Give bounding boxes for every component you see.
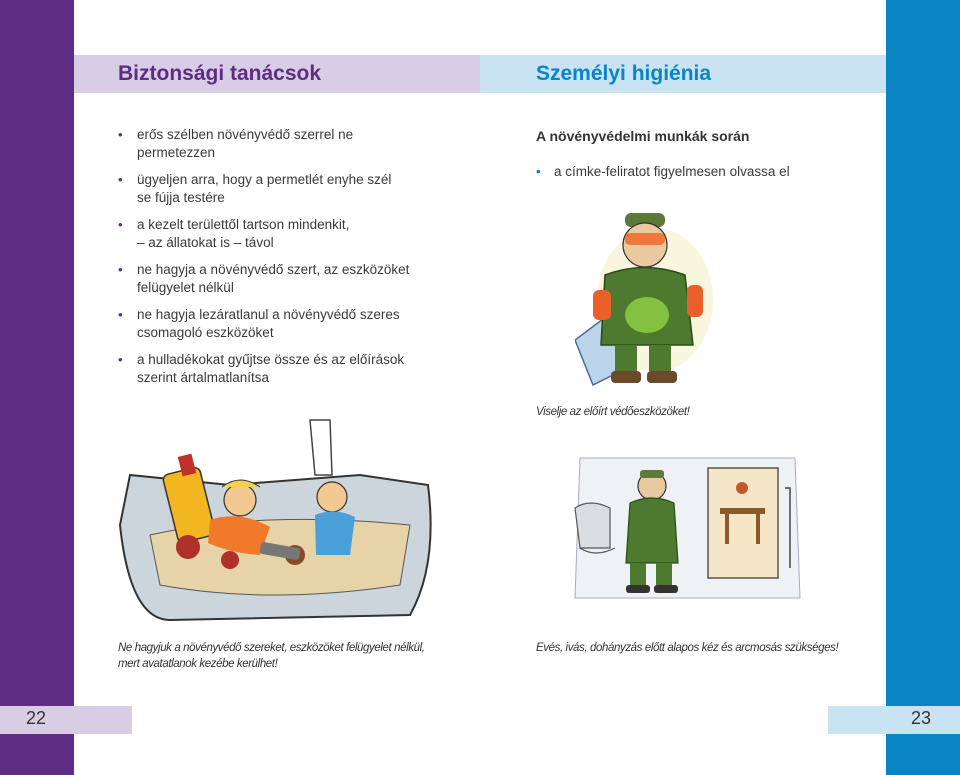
bin-caption-line: Ne hagyjuk a növényvédő szereket, eszközöket felügyelet nélkül, xyxy=(118,642,425,654)
page-number-left: 22 xyxy=(26,708,47,728)
tip-line: erős szélben növényvédő szerrel ne xyxy=(137,127,354,142)
page-number-right: 23 xyxy=(911,708,932,728)
hygiene-item-text: a címke-feliratot figyelmesen olvassa el xyxy=(554,164,790,179)
tip-line: ne hagyja a növényvédő szert, az eszközöket xyxy=(137,262,410,277)
tip-line: szerint ártalmatlanítsa xyxy=(137,370,270,385)
tip-line: a kezelt területtől tartson mindenkit, xyxy=(137,217,350,232)
tip-line: permetezzen xyxy=(137,145,216,160)
protective-gear-illustration xyxy=(575,205,725,395)
left-page-title: Biztonsági tanácsok xyxy=(118,62,322,85)
bullet-icon: • xyxy=(118,217,123,232)
tip-line: csomagoló eszközöket xyxy=(137,325,274,340)
tip-line: a hulladékokat gyűjtse össze és az előírások xyxy=(137,352,405,367)
children-bin-illustration xyxy=(110,415,440,625)
handwashing-illustration xyxy=(560,448,815,613)
list-item xyxy=(117,216,467,252)
list-item xyxy=(117,261,467,297)
list-item xyxy=(117,306,467,342)
list-item xyxy=(536,164,790,179)
bullet-icon: • xyxy=(118,352,123,367)
bullet-icon: • xyxy=(536,164,541,179)
bin-caption xyxy=(118,640,448,672)
gear-caption: Viselje az előírt védőeszközöket! xyxy=(536,406,690,418)
bullet-icon: • xyxy=(118,307,123,322)
list-item xyxy=(117,126,467,162)
hygiene-list xyxy=(536,164,790,179)
bullet-icon: • xyxy=(118,172,123,187)
tip-line: ügyeljen arra, hogy a permetlét enyhe szél xyxy=(137,172,392,187)
right-page-number-bar xyxy=(828,706,960,734)
tip-line: ne hagyja lezáratlanul a növényvédő szeres xyxy=(137,307,400,322)
wash-caption: Evés, ivás, dohányzás előtt alapos kéz és arcmosás szükséges! xyxy=(536,642,839,654)
tip-line: felügyelet nélkül xyxy=(137,280,234,295)
hygiene-subheading: A növényvédelmi munkák során xyxy=(536,128,750,144)
tip-line: – az állatokat is – távol xyxy=(137,235,274,250)
safety-tips-list xyxy=(117,126,467,396)
left-side-band xyxy=(0,0,74,775)
bin-caption-line: mert avatatlanok kezébe kerülhet! xyxy=(118,658,278,670)
list-item xyxy=(117,351,467,387)
list-item xyxy=(117,171,467,207)
tip-line: se fújja testére xyxy=(137,190,225,205)
left-page-number-bar xyxy=(0,706,132,734)
right-page-title: Személyi higiénia xyxy=(536,62,712,85)
right-side-band xyxy=(886,0,960,775)
bullet-icon: • xyxy=(118,262,123,277)
bullet-icon: • xyxy=(118,127,123,142)
